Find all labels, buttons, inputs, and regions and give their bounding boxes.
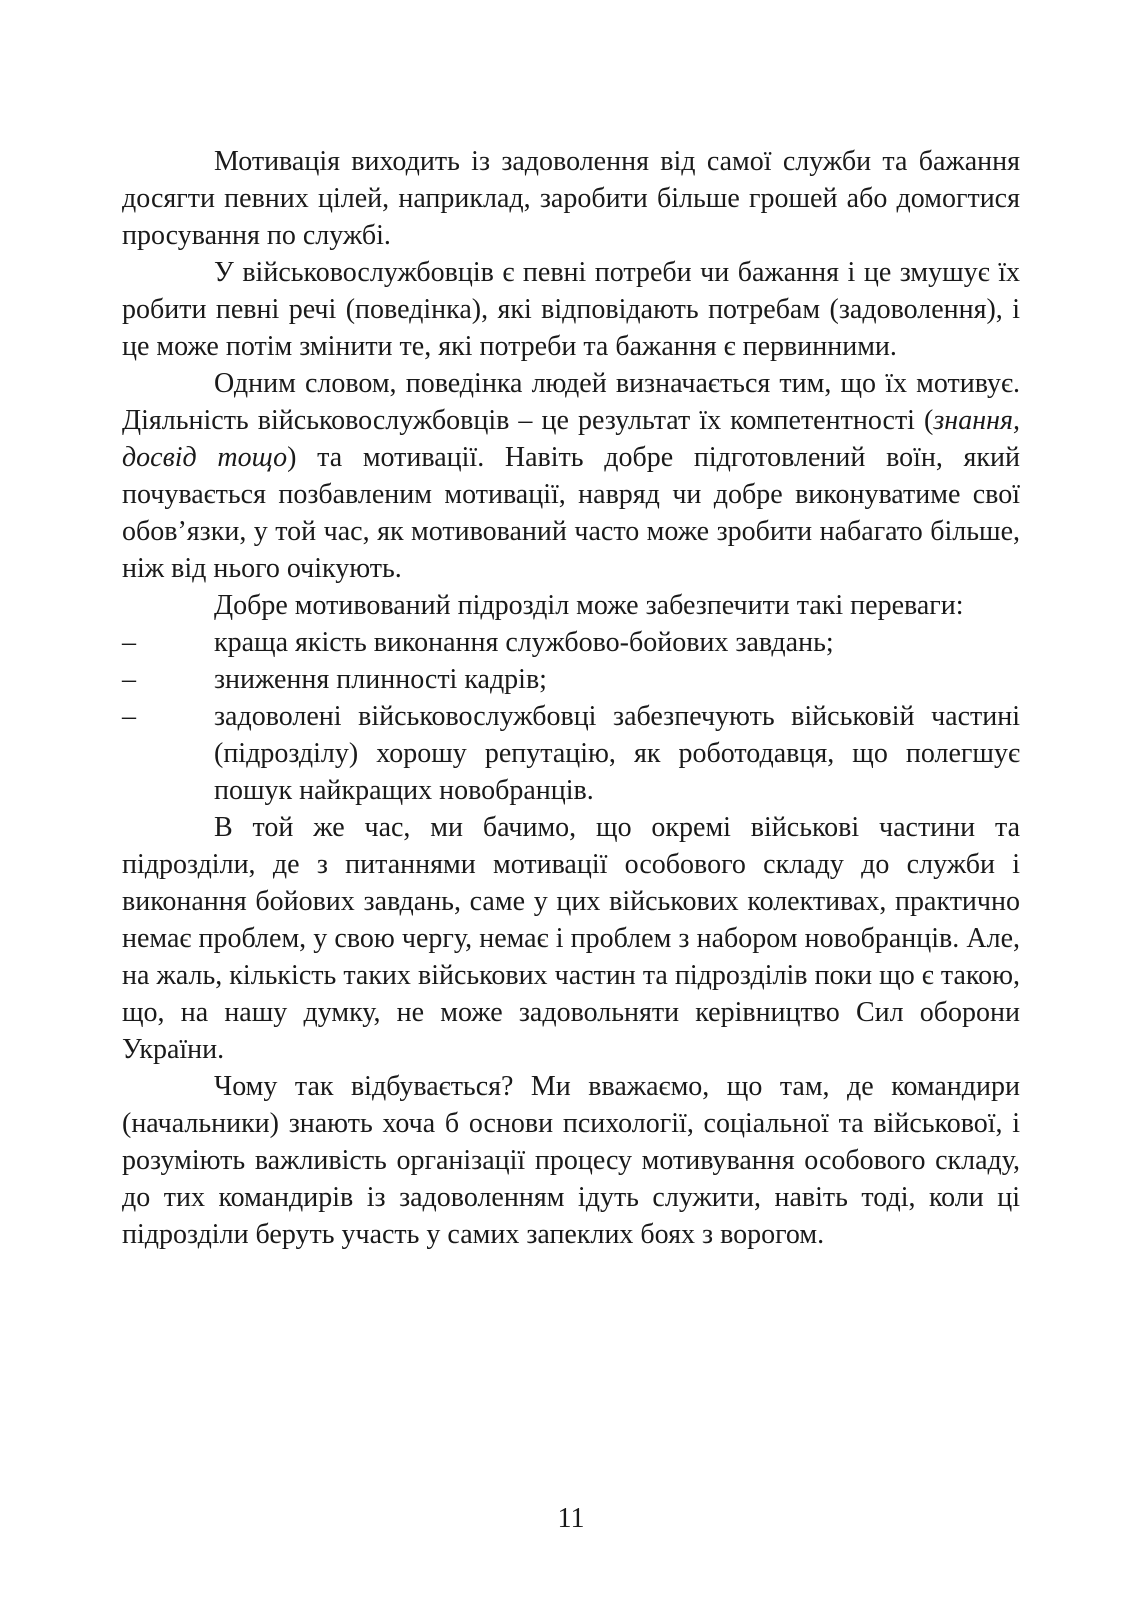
paragraph-1: Мотивація виходить із задоволення від самої служби та бажання досягти певних цілей, наприклад, заробити більше грошей або домогтися просування по службі. [122, 146, 1020, 251]
document-body [122, 143, 1020, 1253]
list-item [122, 624, 1020, 661]
paragraph-4: Добре мотивований підрозділ може забезпечити такі переваги: [214, 590, 964, 621]
paragraph-2: У військовослужбовців є певні потреби чи бажання і це змушує їх робити певні речі (поведінка), які відповідають потребам (задоволення), і це може потім змінити те, які потреби та бажання є первинними. [122, 257, 1020, 362]
paragraph-3-text-after: ) та мотивації. Навіть добре підготовлений воїн, який почувається позбавленим мотивації, навряд чи добре виконуватиме свої обов’язки, у той час, як мотивований часто може зробити набагато більше, ніж від нього очікують. [122, 442, 1021, 584]
paragraph-3 [122, 365, 1020, 587]
page-number: 11 [557, 1503, 585, 1534]
list-dash: – [122, 701, 136, 732]
list-item [122, 698, 1020, 809]
list-item [122, 661, 1020, 698]
paragraph-3-text-before: Одним словом, поведінка людей визначається тим, що їх мотивує. Діяльність військовослужбовців – це результат їх компетентності ( [122, 368, 1020, 436]
list-dash: – [122, 664, 136, 695]
paragraph-3-italic: знання, досвід тощо [122, 405, 1020, 473]
list-item-text: задоволені військовослужбовці забезпечують військовій частині (підрозділу) хорошу репутацію, як роботодавця, що полегшує пошук найкращих новобранців. [214, 701, 1020, 806]
list-dash: – [122, 627, 136, 658]
paragraph-5: В той же час, ми бачимо, що окремі військові частини та підрозділи, де з питаннями мотивації особового складу до служби і виконання бойових завдань, саме у цих військових колективах, практично немає проблем, у свою чергу, немає і проблем з набором новобранців. Але, на жаль, кількість таких військових частин та підрозділів поки що є такою, що, на нашу думку, не може задовольняти керівництво Сил оборони України. [122, 812, 1020, 1065]
list-item-text: краща якість виконання службово-бойових завдань; [214, 627, 834, 658]
list-item-text: зниження плинності кадрів; [214, 664, 547, 695]
paragraph-6: Чому так відбувається? Ми вважаємо, що там, де командири (начальники) знають хоча б основи психології, соціальної та військової, і розуміють важливість організації процесу мотивування особового складу, до тих командирів із задоволенням ідуть служити, навіть тоді, коли ці підрозділи беруть участь у самих запеклих боях з ворогом. [122, 1071, 1020, 1250]
